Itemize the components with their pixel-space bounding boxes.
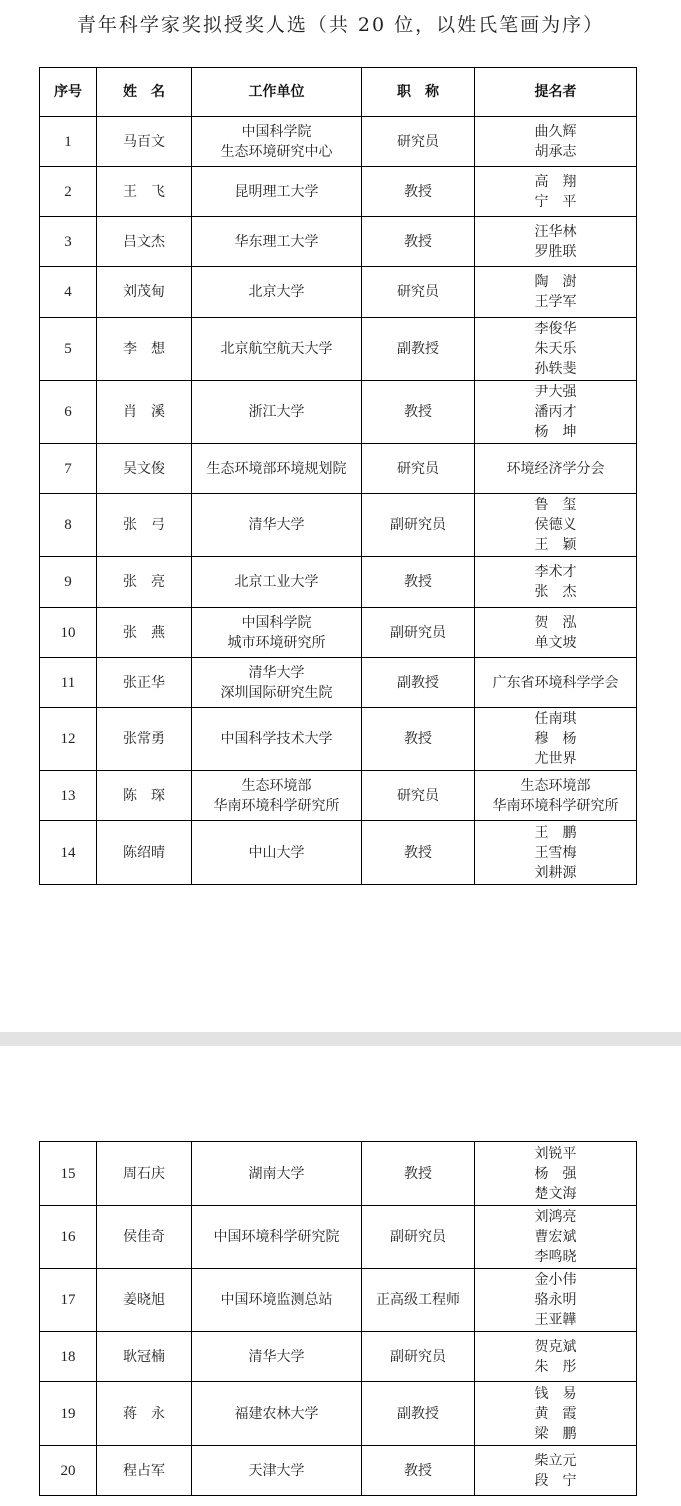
- cell-name: 侯佳奇: [97, 1206, 192, 1269]
- cell-work-unit: [192, 1142, 362, 1206]
- table-row: [40, 381, 637, 444]
- cell-job-title: 副研究员: [362, 1206, 475, 1269]
- work-unit-line: 生态环境部: [241, 777, 312, 794]
- nominator-name: 宁 平: [534, 193, 577, 210]
- cell-serial-no: 9: [40, 557, 97, 608]
- cell-work-unit: [192, 381, 362, 444]
- nominator-name: 朱 彤: [534, 1358, 577, 1375]
- work-unit-line: 北京大学: [248, 284, 305, 300]
- nominator-name: 刘耕源: [534, 864, 577, 881]
- cell-serial-no: 13: [40, 771, 97, 821]
- cell-work-unit: [192, 821, 362, 885]
- nominator-name: 曹宏斌: [534, 1229, 577, 1245]
- work-unit-line: 中国环境科学研究院: [213, 1229, 340, 1245]
- cell-nominators: [475, 1446, 637, 1496]
- cell-work-unit: [192, 1446, 362, 1496]
- nominator-name: 曲久辉: [534, 123, 577, 140]
- nominator-name: 穆 杨: [534, 731, 577, 747]
- work-unit-line: 华南环境科学研究所: [213, 797, 340, 814]
- cell-work-unit: [192, 1206, 362, 1269]
- cell-job-title: 副教授: [362, 658, 475, 708]
- nominator-name: 汪华林: [534, 223, 577, 240]
- cell-job-title: 教授: [362, 167, 475, 217]
- cell-job-title: 教授: [362, 217, 475, 267]
- work-unit-line: 中国科学院: [241, 614, 312, 631]
- cell-serial-no: 15: [40, 1142, 97, 1206]
- table-row: [40, 557, 637, 608]
- work-unit-line: 城市环境研究所: [227, 634, 326, 651]
- nominator-name: 贺 泓: [534, 614, 577, 631]
- work-unit-line: 中国科学院: [241, 123, 312, 140]
- cell-job-title: 研究员: [362, 771, 475, 821]
- table-row: [40, 708, 637, 771]
- cell-serial-no: 5: [40, 318, 97, 381]
- nominator-name: 楚文海: [534, 1185, 577, 1202]
- work-unit-line: 中国环境监测总站: [220, 1292, 333, 1308]
- awardee-table-page-2: [39, 1141, 637, 1496]
- cell-job-title: 教授: [362, 1142, 475, 1206]
- cell-work-unit: [192, 608, 362, 658]
- cell-nominators: [475, 1269, 637, 1332]
- cell-serial-no: 16: [40, 1206, 97, 1269]
- work-unit-line: 湖南大学: [248, 1165, 305, 1182]
- cell-name: 姜晓旭: [97, 1269, 192, 1332]
- cell-nominators: [475, 117, 637, 167]
- work-unit-line: 天津大学: [248, 1462, 305, 1479]
- table-row: [40, 267, 637, 318]
- nominator-name: 李术才: [534, 564, 577, 580]
- table-row: [40, 1332, 637, 1382]
- work-unit-line: 中山大学: [248, 844, 305, 861]
- cell-nominators: [475, 771, 637, 821]
- cell-name: 张正华: [97, 658, 192, 708]
- cell-work-unit: [192, 1382, 362, 1446]
- nominator-name: 尤世界: [534, 751, 577, 767]
- cell-serial-no: 12: [40, 708, 97, 771]
- cell-serial-no: 19: [40, 1382, 97, 1446]
- cell-serial-no: 18: [40, 1332, 97, 1382]
- nominator-name: 刘锐平: [534, 1145, 577, 1162]
- nominator-name: 黄 霞: [534, 1405, 577, 1422]
- nominator-name: 华南环境科学研究所: [492, 797, 619, 814]
- cell-name: 张 燕: [97, 608, 192, 658]
- cell-job-title: 研究员: [362, 444, 475, 494]
- cell-name: 张 弓: [97, 494, 192, 557]
- nominator-name: 王亚韡: [534, 1312, 577, 1328]
- header-work-unit: 工作单位: [192, 68, 362, 117]
- cell-nominators: [475, 1332, 637, 1382]
- cell-job-title: 研究员: [362, 117, 475, 167]
- cell-work-unit: [192, 444, 362, 494]
- cell-name: 周石庆: [97, 1142, 192, 1206]
- cell-name: 吕文杰: [97, 217, 192, 267]
- table-row: [40, 167, 637, 217]
- work-unit-line: 清华大学: [248, 1348, 305, 1365]
- nominator-name: 王 颖: [534, 537, 577, 553]
- table-row: [40, 1446, 637, 1496]
- header-job-title: 职 称: [362, 68, 475, 117]
- cell-job-title: 教授: [362, 381, 475, 444]
- cell-nominators: [475, 494, 637, 557]
- cell-nominators: [475, 318, 637, 381]
- nominator-name: 骆永明: [534, 1292, 577, 1308]
- cell-name: 耿冠楠: [97, 1332, 192, 1382]
- page-separator: [0, 1032, 681, 1046]
- cell-serial-no: 11: [40, 658, 97, 708]
- nominator-name: 柴立元: [534, 1452, 577, 1469]
- cell-work-unit: [192, 267, 362, 318]
- cell-name: 陈 琛: [97, 771, 192, 821]
- cell-work-unit: [192, 557, 362, 608]
- cell-work-unit: [192, 494, 362, 557]
- cell-work-unit: [192, 167, 362, 217]
- nominator-name: 单文坡: [534, 634, 577, 651]
- cell-serial-no: 2: [40, 167, 97, 217]
- cell-name: 张常勇: [97, 708, 192, 771]
- table-row: [40, 1382, 637, 1446]
- table-row: [40, 771, 637, 821]
- nominator-name: 环境经济学分会: [506, 460, 605, 477]
- cell-nominators: [475, 1142, 637, 1206]
- nominator-name: 生态环境部: [520, 777, 591, 794]
- nominator-name: 杨 强: [534, 1165, 577, 1182]
- cell-serial-no: 1: [40, 117, 97, 167]
- nominator-name: 陶 澍: [534, 274, 577, 290]
- cell-job-title: 教授: [362, 1446, 475, 1496]
- work-unit-line: 清华大学: [248, 664, 305, 681]
- cell-nominators: [475, 557, 637, 608]
- cell-serial-no: 3: [40, 217, 97, 267]
- work-unit-line: 福建农林大学: [234, 1405, 319, 1422]
- nominator-name: 王学军: [534, 294, 577, 310]
- nominator-name: 刘鸿亮: [534, 1209, 577, 1225]
- cell-nominators: [475, 1382, 637, 1446]
- cell-job-title: 副教授: [362, 1382, 475, 1446]
- header-name: 姓 名: [97, 68, 192, 117]
- cell-work-unit: [192, 117, 362, 167]
- nominator-name: 潘丙才: [534, 404, 577, 420]
- cell-serial-no: 7: [40, 444, 97, 494]
- work-unit-line: 北京航空航天大学: [220, 341, 333, 357]
- cell-work-unit: [192, 658, 362, 708]
- cell-nominators: [475, 608, 637, 658]
- nominator-name: 贺克斌: [534, 1338, 577, 1355]
- nominator-name: 胡承志: [534, 143, 577, 160]
- nominator-name: 尹大强: [534, 384, 577, 400]
- cell-job-title: 副研究员: [362, 608, 475, 658]
- nominator-name: 高 翔: [534, 173, 577, 190]
- cell-nominators: [475, 381, 637, 444]
- cell-work-unit: [192, 318, 362, 381]
- table-row: [40, 1269, 637, 1332]
- work-unit-line: 北京工业大学: [234, 574, 319, 590]
- nominator-name: 李鸣晓: [534, 1249, 577, 1265]
- cell-work-unit: [192, 708, 362, 771]
- cell-nominators: [475, 708, 637, 771]
- table-row: [40, 608, 637, 658]
- cell-work-unit: [192, 1332, 362, 1382]
- table-row: [40, 217, 637, 267]
- table-row: [40, 117, 637, 167]
- nominator-name: 罗胜联: [534, 243, 577, 260]
- cell-serial-no: 14: [40, 821, 97, 885]
- table-row: [40, 821, 637, 885]
- nominator-name: 朱天乐: [534, 341, 577, 357]
- cell-job-title: 研究员: [362, 267, 475, 318]
- table-row: [40, 318, 637, 381]
- header-nominator: 提名者: [475, 68, 637, 117]
- nominator-name: 李俊华: [534, 321, 577, 337]
- nominator-name: 任南琪: [534, 711, 577, 727]
- cell-nominators: [475, 1206, 637, 1269]
- table-row: [40, 444, 637, 494]
- cell-nominators: [475, 217, 637, 267]
- cell-work-unit: [192, 1269, 362, 1332]
- work-unit-line: 昆明理工大学: [234, 183, 319, 200]
- cell-job-title: 教授: [362, 821, 475, 885]
- cell-nominators: [475, 167, 637, 217]
- cell-serial-no: 10: [40, 608, 97, 658]
- header-serial-no: 序号: [40, 68, 97, 117]
- cell-serial-no: 6: [40, 381, 97, 444]
- work-unit-line: 生态环境部环境规划院: [206, 460, 347, 477]
- cell-serial-no: 4: [40, 267, 97, 318]
- page-title: 青年科学家奖拟授奖人选（共 20 位，以姓氏笔画为序）: [76, 14, 605, 36]
- cell-nominators: [475, 444, 637, 494]
- cell-name: 蒋 永: [97, 1382, 192, 1446]
- cell-nominators: [475, 267, 637, 318]
- table-row: [40, 1142, 637, 1206]
- nominator-name: 王 鹏: [534, 824, 577, 841]
- cell-job-title: 副研究员: [362, 494, 475, 557]
- cell-name: 陈绍晴: [97, 821, 192, 885]
- cell-job-title: 副研究员: [362, 1332, 475, 1382]
- table-row: [40, 658, 637, 708]
- cell-nominators: [475, 658, 637, 708]
- work-unit-line: 浙江大学: [248, 404, 305, 420]
- nominator-name: 孙轶斐: [534, 361, 577, 377]
- table-row: [40, 494, 637, 557]
- work-unit-line: 中国科学技术大学: [220, 731, 333, 747]
- nominator-name: 金小伟: [534, 1272, 577, 1288]
- cell-name: 张 亮: [97, 557, 192, 608]
- cell-name: 程占军: [97, 1446, 192, 1496]
- work-unit-line: 清华大学: [248, 517, 305, 533]
- awardee-table-page-1: [39, 67, 637, 885]
- cell-nominators: [475, 821, 637, 885]
- nominator-name: 张 杰: [534, 584, 577, 600]
- cell-job-title: 教授: [362, 708, 475, 771]
- cell-name: 刘茂甸: [97, 267, 192, 318]
- nominator-name: 鲁 玺: [534, 497, 577, 513]
- nominator-name: 钱 易: [534, 1385, 577, 1402]
- nominator-name: 梁 鹏: [534, 1425, 577, 1442]
- nominator-name: 侯德义: [534, 517, 577, 533]
- table-header-row: [40, 68, 637, 117]
- nominator-name: 杨 坤: [534, 424, 577, 440]
- table-row: [40, 1206, 637, 1269]
- cell-serial-no: 17: [40, 1269, 97, 1332]
- work-unit-line: 华东理工大学: [234, 233, 319, 250]
- cell-job-title: 教授: [362, 557, 475, 608]
- nominator-name: 王雪梅: [534, 844, 577, 861]
- cell-name: 李 想: [97, 318, 192, 381]
- work-unit-line: 生态环境研究中心: [220, 143, 333, 160]
- cell-serial-no: 20: [40, 1446, 97, 1496]
- nominator-name: 广东省环境科学学会: [492, 674, 619, 691]
- cell-name: 吴文俊: [97, 444, 192, 494]
- cell-job-title: 副教授: [362, 318, 475, 381]
- cell-job-title: 正高级工程师: [362, 1269, 475, 1332]
- cell-name: 马百文: [97, 117, 192, 167]
- cell-name: 王 飞: [97, 167, 192, 217]
- cell-work-unit: [192, 217, 362, 267]
- cell-name: 肖 溪: [97, 381, 192, 444]
- cell-work-unit: [192, 771, 362, 821]
- work-unit-line: 深圳国际研究生院: [220, 684, 333, 701]
- nominator-name: 段 宁: [534, 1472, 577, 1489]
- cell-serial-no: 8: [40, 494, 97, 557]
